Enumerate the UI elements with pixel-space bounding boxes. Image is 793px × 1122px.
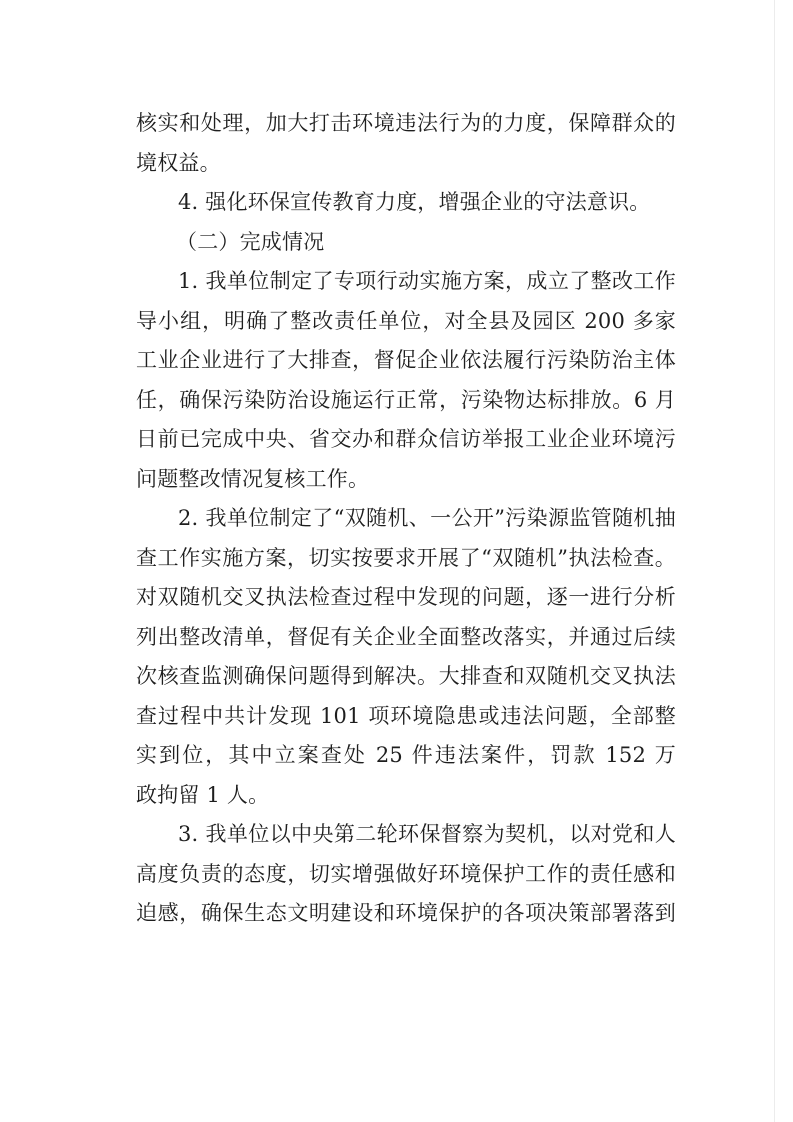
item-2-line-6: 查过程中共计发现 101 项环境隐患或违法问题，全部整: [136, 703, 676, 728]
measure-4-line: 4. 强化环保宣传教育力度，增强企业的守法意识。: [178, 190, 651, 214]
item-1-line-2: 导小组，明确了整改责任单位，对全县及园区 200 多家: [136, 308, 676, 333]
item-3-line-2: 高度负责的态度，切实增强做好环境保护工作的责任感和: [136, 861, 676, 886]
item-1-line-1: 1. 我单位制定了专项行动实施方案，成立了整改工作: [178, 269, 676, 293]
item-2-line-7: 实到位，其中立案查处 25 件违法案件，罚款 152 万: [136, 743, 676, 767]
item-1-line-3: 工业企业进行了大排查，督促企业依法履行污染防治主体: [136, 348, 676, 372]
paragraph-line-2: 境权益。: [136, 150, 221, 175]
item-2-line-8: 政拘留 1 人。: [136, 782, 270, 807]
item-2-line-5: 次核查监测确保问题得到解决。大排查和双随机交叉执法: [136, 664, 676, 688]
item-3-line-3: 迫感，确保生态文明建设和环境保护的各项决策部署落到: [136, 901, 676, 925]
item-1-line-4: 任，确保污染防治设施运行正常，污染物达标排放。6 月: [136, 387, 676, 412]
item-1-line-6: 问题整改情况复核工作。: [136, 466, 370, 491]
item-3-line-1: 3. 我单位以中央第二轮环保督察为契机，以对党和人: [178, 822, 676, 846]
item-2-line-4: 列出整改清单，督促有关企业全面整改落实，并通过后续: [136, 624, 676, 649]
document-body: [136, 104, 676, 934]
item-2-line-1: 2. 我单位制定了“双随机、一公开”污染源监管随机抽: [178, 506, 676, 530]
item-1-line-5: 日前已完成中央、省交办和群众信访举报工业企业环境污: [136, 427, 676, 451]
scan-edge-line: [774, 0, 775, 1122]
section-heading-completion: （二）完成情况: [176, 229, 325, 254]
item-2-line-2: 查工作实施方案，切实按要求开展了“双随机”执法检查。: [136, 545, 676, 570]
paragraph-line-1: 核实和处理，加大打击环境违法行为的力度，保障群众的: [136, 111, 676, 135]
item-2-line-3: 对双随机交叉执法检查过程中发现的问题，逐一进行分析: [136, 585, 676, 609]
